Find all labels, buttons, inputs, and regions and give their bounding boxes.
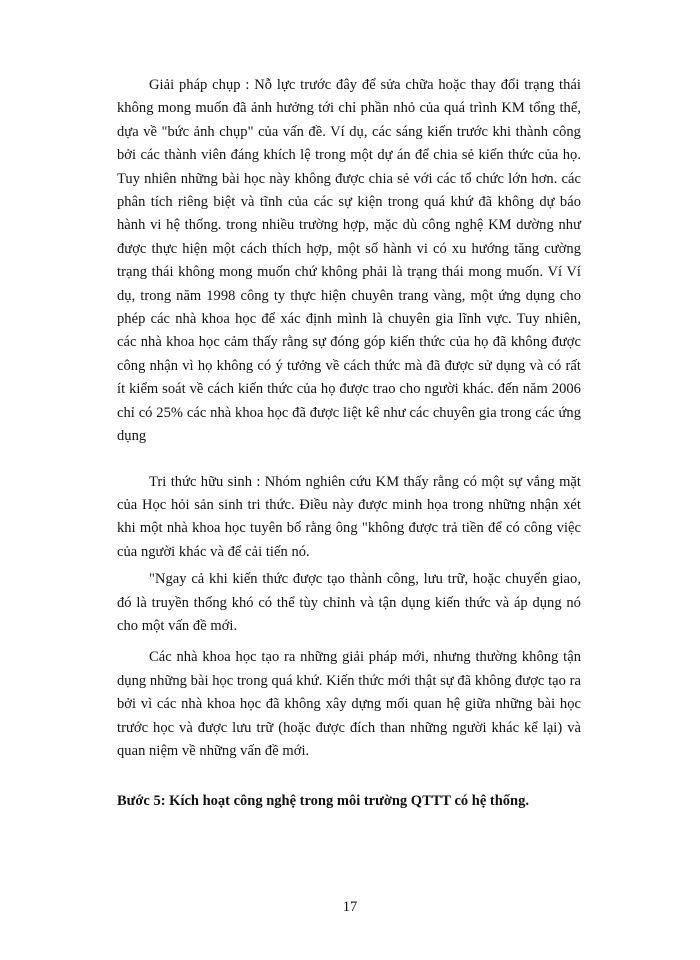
page-number: 17 xyxy=(342,899,358,915)
page-body xyxy=(117,74,581,812)
paragraph-quote: "Ngay cả khi kiến thức được tạo thành công, lưu trữ, hoặc chuyển giao, đó là truyền thống khó có thể tùy chỉnh và tận dụng kiến thức và áp dụng nó cho một vấn đề mới. xyxy=(117,571,581,634)
paragraph-snapshot-solution: Giải pháp chụp : Nỗ lực trước đây để sửa chữa hoặc thay đổi trạng thái không mong muốn đã ảnh hưởng tới chỉ phần nhỏ của quá trình KM tổng thể, dựa về "bức ảnh chụp" của vấn đề. Ví dụ, các sáng kiến trước khi thành công bởi các thành viên đáng khích lệ trong một dự án để chia sẻ kiến thức của họ. Tuy nhiên những bài học này không được chia sẻ với các tổ chức lớn hơn. các phân tích riêng biệt và tĩnh của các sự kiện trong quá khứ đã không dự báo hành vi hệ thống. trong nhiều trường hợp, mặc dù công nghệ KM dường như được thực hiện một cách thích hợp, một số hành vi có xu hướng tăng cường trạng thái không mong muốn chứ không phải là trạng thái mong muốn. Ví Ví dụ, trong năm 1998 công ty thực hiện chuyên trang vàng, một ứng dụng cho phép các nhà khoa học để xác định mình là chuyên gia lĩnh vực. Tuy nhiên, các nhà khoa học cảm thấy rằng sự đóng góp kiến thức của họ đã không được công nhận vì họ không có ý tưởng về cách thức mà đã được sử dụng và có rất ít kiểm soát về cách kiến thức của họ được trao cho người khác. đến năm 2006 chỉ có 25% các nhà khoa học đã được liệt kê như các chuyên gia trong các ứng dụng xyxy=(117,77,581,445)
section-heading: Bước 5: Kích hoạt công nghệ trong môi trường QTTT có hệ thống. xyxy=(117,793,529,810)
paragraph-generative-knowledge: Tri thức hữu sinh : Nhóm nghiên cứu KM thấy rằng có một sự vắng mặt của Học hỏi sản sinh tri thức. Điều này được minh họa trong những nhận xét khi một nhà khoa học tuyên bố rằng ông "không được trả tiền để có công việc của người khác và để cải tiến nó. xyxy=(117,473,581,560)
paragraph-new-solutions: Các nhà khoa học tạo ra những giải pháp mới, nhưng thường không tận dụng những bài học trong quá khứ. Kiến thức mới thật sự đã không được tạo ra bởi vì các nhà khoa học đã không xây dựng mối quan hệ giữa những bài học trước học và được lưu trữ (hoặc được đích than những người khác kể lại) và quan niệm về những vấn đề mới. xyxy=(117,649,581,759)
